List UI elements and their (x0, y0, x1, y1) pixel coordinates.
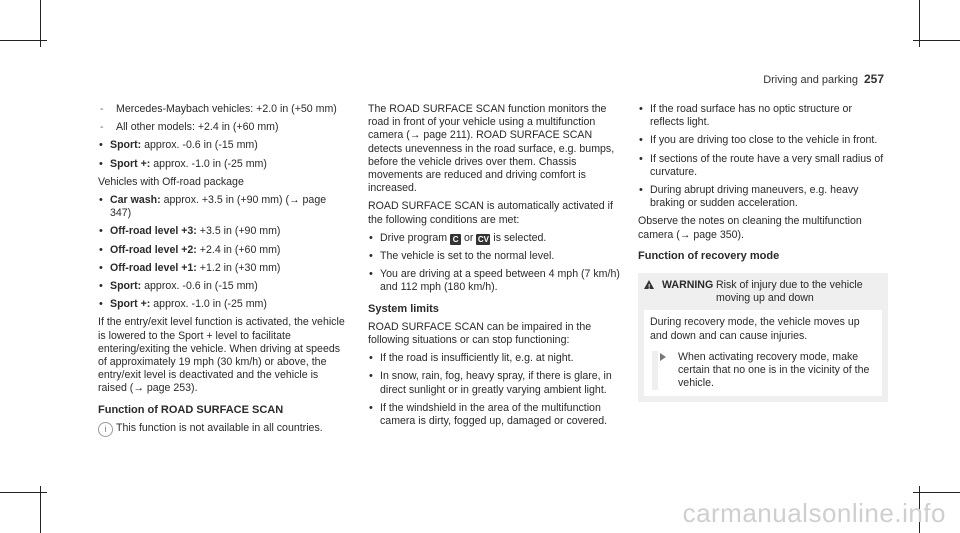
action-arrow-icon (660, 353, 666, 361)
item-text: Drive program (380, 231, 448, 244)
item-label: Off-road level +2: (110, 243, 197, 256)
section-heading: Function of recovery mode (638, 249, 780, 262)
list-item: • If you are driving too close to the vehicle in front. (638, 134, 888, 147)
item-text: approx. -0.6 in (-15 mm) (144, 139, 258, 152)
warning-title (644, 279, 713, 292)
list-item (98, 280, 348, 293)
list-item: • If the windshield in the area of the multifunction camera is dirty, fogged up, damaged or covered. (368, 402, 620, 428)
watermark: carmanualsonline.info (682, 498, 946, 528)
list-item: • If the road is insufficiently lit, e.g. at night. (368, 352, 620, 365)
item-text: approx. -0.6 in (-15 mm) (144, 280, 258, 293)
list-item (98, 262, 348, 275)
paragraph: If the entry/exit level function is activated, the vehicle is lowered to the Sport + level to facilitate entering/exiting the vehicle. When driving at speeds of approximately 19 mph (30 km/h) or above, the entry/exit level is deactivated and the vehicle is raised (→ page 253). (98, 316, 345, 395)
action-bar (652, 351, 658, 391)
warning-action (650, 351, 876, 391)
item-label: Sport: (110, 280, 142, 293)
list-item: • You are driving at a speed between 4 mph (7 km/h) and 112 mph (180 km/h). (368, 268, 620, 294)
list-item (98, 225, 348, 238)
warning-row (644, 279, 882, 305)
list-item: • If sections of the route have a very small radius of curvature. (638, 153, 888, 179)
list-item: • In snow, rain, fog, heavy spray, if there is glare, in direct sunlight or in greatly varying ambient light. (368, 370, 620, 396)
list-item (98, 194, 348, 220)
warning-box (638, 273, 888, 402)
column-1 (98, 103, 348, 435)
crop-mark (0, 40, 47, 41)
item-label: Car wash: (110, 194, 161, 207)
section-heading: Function of ROAD SURFACE SCAN (98, 403, 284, 416)
paragraph: The ROAD SURFACE SCAN function monitors the road in front of your vehicle using a multifunction camera (→ page 211). ROAD SURFACE SCAN detects unevenness in the road surface, e.g. bumps, before the vehicle drives over them. Chassis movements are reduced and driving comfort is increased. (368, 103, 615, 195)
item-text: approx. -1.0 in (-25 mm) (153, 157, 267, 170)
warning-header (638, 273, 888, 310)
action-text: When activating recovery mode, make certain that no one is in the vicinity of the vehicle. (678, 350, 870, 390)
info-note (98, 422, 348, 435)
list-item (98, 139, 348, 152)
note-text: This function is not available in all countries. (116, 421, 323, 434)
list-item: • During abrupt driving maneuvers, e.g. heavy braking or sudden acceleration. (638, 184, 888, 210)
item-label: Sport +: (110, 298, 151, 311)
page-header (763, 72, 884, 86)
item-text: is selected. (493, 231, 547, 244)
list-item: - Mercedes-Maybach vehicles: +2.0 in (+50 mm) (98, 103, 348, 116)
info-icon: i (98, 422, 113, 437)
paragraph: Observe the notes on cleaning the multifunction camera (→ page 350). (638, 215, 862, 241)
crop-mark (913, 40, 960, 41)
item-label: Sport: (110, 139, 142, 152)
crop-mark (913, 492, 960, 493)
column-2 (368, 103, 620, 433)
list-item (368, 232, 620, 245)
item-text: +2.4 in (+60 mm) (199, 243, 281, 256)
page-number: 257 (863, 72, 884, 86)
item-text: +1.2 in (+30 mm) (199, 261, 281, 274)
list-item (98, 158, 348, 171)
paragraph: ROAD SURFACE SCAN is automatically activated if the following conditions are met: (368, 200, 613, 226)
list-item: - All other models: +2.4 in (+60 mm) (98, 121, 348, 134)
list-item: • If the road surface has no optic structure or reflects light. (638, 103, 888, 129)
item-text: approx. +3.5 in (+90 mm) (→ page 347) (110, 194, 327, 220)
warning-description: During recovery mode, the vehicle moves up and down and can cause injuries. (650, 316, 860, 342)
column-3 (638, 103, 888, 402)
section-heading: System limits (368, 302, 439, 315)
drive-program-c-icon: C (450, 234, 461, 245)
item-text: or (464, 231, 474, 244)
crop-mark (0, 492, 47, 493)
warning-triangle-icon: ! (644, 280, 654, 289)
warning-label: WARNING (662, 279, 714, 292)
list-item (98, 244, 348, 257)
list-item (98, 298, 348, 311)
paragraph: ROAD SURFACE SCAN can be impaired in the following situations or can stop functioning: (368, 320, 592, 347)
drive-program-cv-icon: CV (477, 234, 489, 244)
item-text: +3.5 in (+90 mm) (199, 225, 281, 238)
offroad-intro: Vehicles with Off-road package (98, 175, 244, 188)
crop-mark (40, 486, 41, 533)
section-title: Driving and parking (763, 74, 858, 86)
list-item: • The vehicle is set to the normal level. (368, 250, 620, 263)
warning-text: Risk of injury due to the vehicle moving up and down (716, 279, 863, 305)
item-label: Off-road level +3: (110, 225, 197, 238)
warning-body (638, 310, 888, 402)
item-label: Sport +: (110, 157, 151, 170)
item-label: Off-road level +1: (110, 261, 197, 274)
item-text: approx. -1.0 in (-25 mm) (153, 298, 267, 311)
